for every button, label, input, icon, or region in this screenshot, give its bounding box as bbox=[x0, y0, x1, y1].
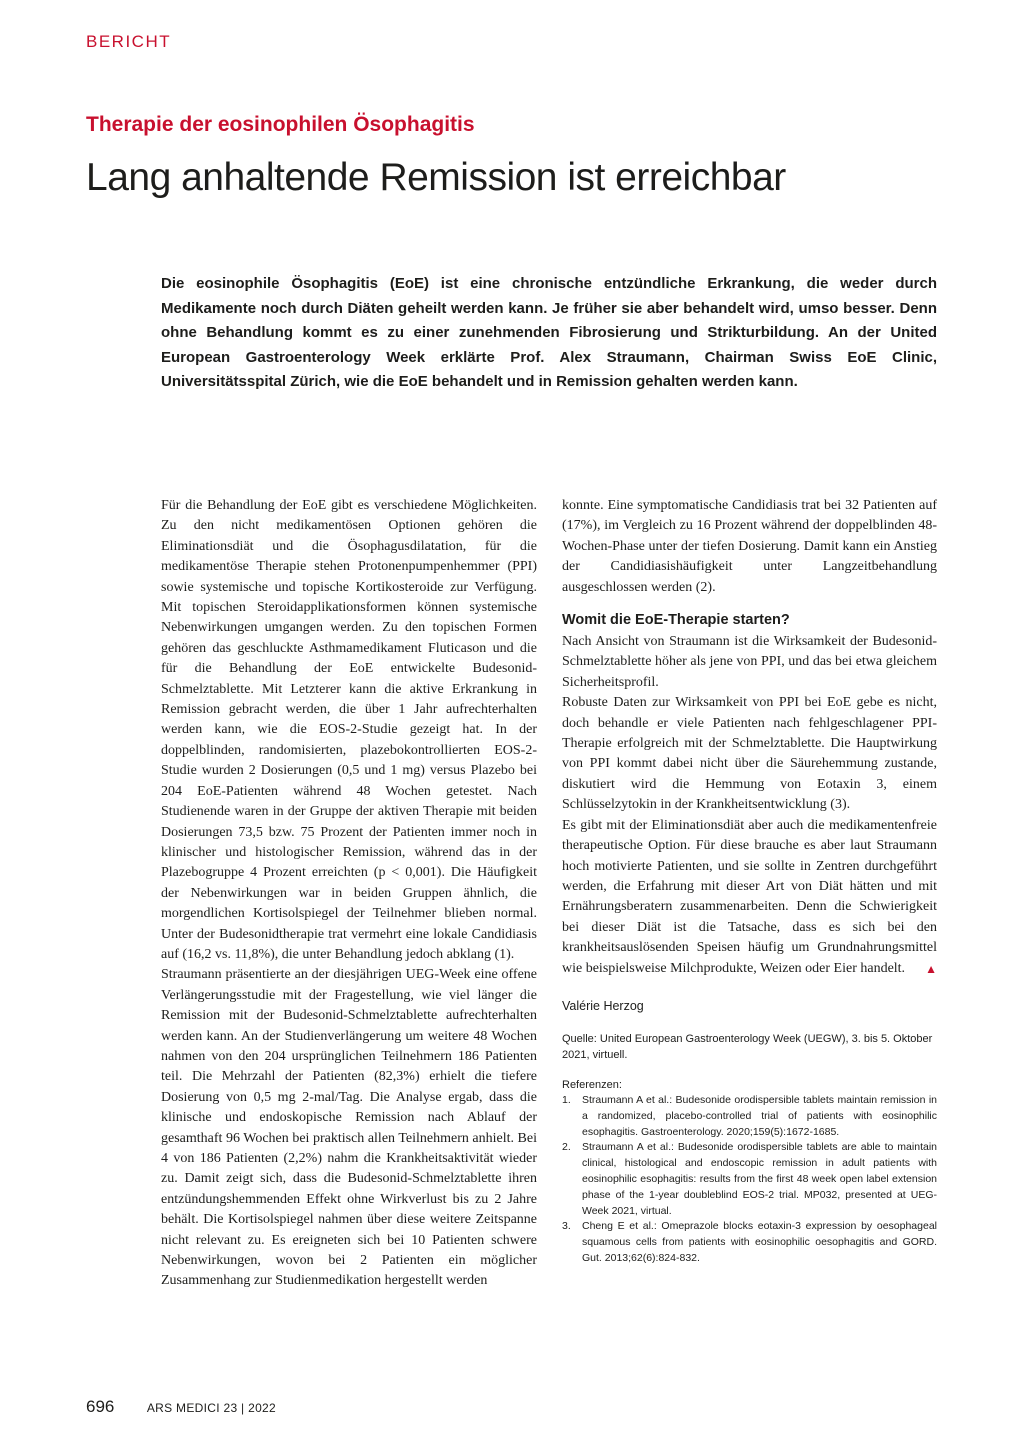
page-footer bbox=[86, 1397, 276, 1417]
body-paragraph: Nach Ansicht von Straumann ist die Wirksamkeit der Budesonid-Schmelztablette höher als jene von PPI, und das bei etwa gleichem Sicherheitsprofil. bbox=[562, 634, 937, 690]
section-label: BERICHT bbox=[86, 32, 172, 51]
body-paragraph-text: Es gibt mit der Eliminationsdiät aber auch die medikamentenfreie therapeutische Option. Für diese brauche es aber laut Straumann hoch motivierte Patienten, und sie sollte in Zentren durchgeführt werden, die Erfahrung mit dieser Art von Diät hätten und mit Ernährungsberatern zusammenarbeiten. Denn die Schwierigkeit bei dieser Diät ist die Tatsache, dass es sich bei den krankheitsauslösenden Speisen häufig um Grundnahrungsmittel wie beispielsweise Milchprodukte, Weizen oder Eier handelt. bbox=[562, 817, 937, 976]
body-paragraph: konnte. Eine symptomatische Candidiasis trat bei 32 Patienten auf (17%), im Vergleich zu 16 Prozent während der doppelblinden 48-Wochen-Phase unter der tiefen Dosierung. Damit kann ein Anstieg der Candidiasishäufigkeit unter Langzeitbehandlung ausgeschlossen werden (2). bbox=[562, 498, 937, 595]
references-label: Referenzen: bbox=[562, 1078, 622, 1091]
section-subheading: Womit die EoE-Therapie starten? bbox=[562, 612, 790, 629]
reference-text: Straumann A et al.: Budesonide orodispersible tablets maintain remission in a randomized, placebo-controlled trial of patients with eosinophilic esophagitis. Gastroenterology. 2020;159(5):1672-1685. bbox=[582, 1093, 937, 1138]
references-list bbox=[562, 1093, 937, 1267]
reference-text: Cheng E et al.: Omeprazole blocks eotaxin-3 expression by oesophageal squamous cells from patients with eosinophilic oesophagitis and GORD. Gut. 2013;62(6):824-832. bbox=[582, 1220, 937, 1264]
reference-item bbox=[562, 1093, 937, 1140]
article-lead: Die eosinophile Ösophagitis (EoE) ist eine chronische entzündliche Erkrankung, die weder durch Medikamente noch durch Diäten geheilt werden kann. Je früher sie aber behandelt wird, umso besser. Denn ohne Behandlung kommt es zu einer zunehmenden Fibrosierung und Strikturbildung. An der United European Gastroenterology Week erklärte Prof. Alex Straumann, Chairman Swiss EoE Clinic, Universitätsspital Zürich, wie die EoE behandelt und in Remission gehalten werden kann. bbox=[161, 275, 937, 391]
body-paragraph: Für die Behandlung der EoE gibt es verschiedene Möglichkeiten. Zu den nicht medikamentösen Optionen gehören die Eliminationsdiät und die Ösophagusdilatation, für die medikamentöse Therapie stehen Protonenpumpenhemmer (PPI) sowie systemische und topische Kortikosteroide zur Verfügung. Mit topischen Steroidapplikationsformen können systemische Nebenwirkungen umgangen werden. Zu den topischen Formen gehören das geschluckte Asthmamedikament Fluticason und die für die Behandlung der EoE entwickelte Budesonid-Schmelztablette. Mit Letzterer kann die aktive Erkrankung in Remission gebracht werden, die über 1 Jahr aufrechterhalten werden kann, wie die EOS-2-Studie gezeigt hat. In der doppelblinden, randomisierten, plazebokontrollierten EOS-2-Studie wurden 2 Dosierungen (0,5 und 1 mg) versus Plazebo bei 204 EoE-Patienten während 48 Wochen getestet. Nach Studienende waren in der Gruppe der aktiven Therapie mit beiden Dosierungen 73,5 bzw. 75 Prozent der Patienten immer noch in klinischer und histologischer Remission, während das in der Plazebogruppe 4 Prozent erreichten (p < 0,001). Die Häufigkeit der Nebenwirkungen war in beiden Gruppen ähnlich, die morgendlichen Kortisolspiegel der Teilnehmer blieben normal. Unter der Budesonidtherapie trat vermehrt eine lokale Candidiasis auf (16,2 vs. 11,8%), die unter Behandlung jedoch abklang (1). bbox=[161, 498, 537, 962]
article-headline: Lang anhaltende Remission ist erreichbar bbox=[86, 156, 786, 199]
body-paragraph: Robuste Daten zur Wirksamkeit von PPI bei EoE gebe es nicht, doch behandle er viele Patienten nach fehlgeschlagener PPI-Therapie erfolgreich mit der Schmelztablette. Die Hauptwirkung von PPI kommt dabei nicht über die Säurehemmung zustande, diskutiert wird die Hemmung von Eotaxin 3, einem Schlüsselzytokin in der Krankheitsentwicklung (3). bbox=[562, 695, 937, 813]
body-column-right bbox=[562, 496, 937, 1267]
author-name: Valérie Herzog bbox=[562, 998, 644, 1013]
end-of-article-icon: ▲ bbox=[925, 961, 937, 976]
body-column-left bbox=[161, 496, 537, 1292]
reference-item bbox=[562, 1219, 937, 1266]
page-number: 696 bbox=[86, 1397, 115, 1416]
body-paragraph-last bbox=[562, 816, 937, 979]
reference-number: 1. bbox=[562, 1093, 571, 1106]
reference-number: 3. bbox=[562, 1220, 571, 1233]
journal-issue: ARS MEDICI 23 | 2022 bbox=[146, 1401, 276, 1415]
body-paragraph: Straumann präsentierte an der diesjährigen UEG-Week eine offene Verlängerungsstudie mit der Fragestellung, wie viel länger die Remission mit der Budesonid-Schmelztablette aufrechterhalten werden kann. An der Studienverlängerung um weitere 48 Wochen nahmen von den 204 ursprünglichen Teilnehmern 186 Patienten teil. Die Mehrzahl der Patienten (82,3%) erhielt die tiefere Dosierung von 0,5 mg 2-mal/Tag. Die Analyse ergab, dass die klinische und endoskopische Remission nach Ablauf der gesamthaft 96 Wochen bei praktisch allen Teilnehmern anhielt. Bei 4 von 186 Patienten (2,2%) nahm die Krankheitsaktivität wieder zu. Damit zeigt sich, dass die Budesonid-Schmelztablette ihren entzündungshemmenden Effekt ohne Wirkverlust bis zu 2 Jahre behält. Die Kortisolspiegel nahmen über diese weitere Zeitspanne nicht relevant zu. Es ereigneten sich bei 10 Patienten schwere Nebenwirkungen, wovon bei 2 Patienten ein möglicher Zusammenhang zur Studienmedikation hergestellt werden bbox=[161, 967, 537, 1289]
article-kicker: Therapie der eosinophilen Ösophagitis bbox=[86, 113, 475, 136]
reference-item bbox=[562, 1140, 937, 1219]
reference-text: Straumann A et al.: Budesonide orodispersible tablets are able to maintain clinical, histological and endoscopic remission in adult patients with eosinophilic esophagitis: results from the first 48 week open label extension phase of the 1-year doubleblind EOS-2 trial. MP032, presented at UEG-Week 2021, virtual. bbox=[582, 1141, 937, 1217]
reference-number: 2. bbox=[562, 1141, 571, 1154]
source-note: Quelle: United European Gastroenterology Week (UEGW), 3. bis 5. Oktober 2021, virtuell. bbox=[562, 1032, 933, 1061]
